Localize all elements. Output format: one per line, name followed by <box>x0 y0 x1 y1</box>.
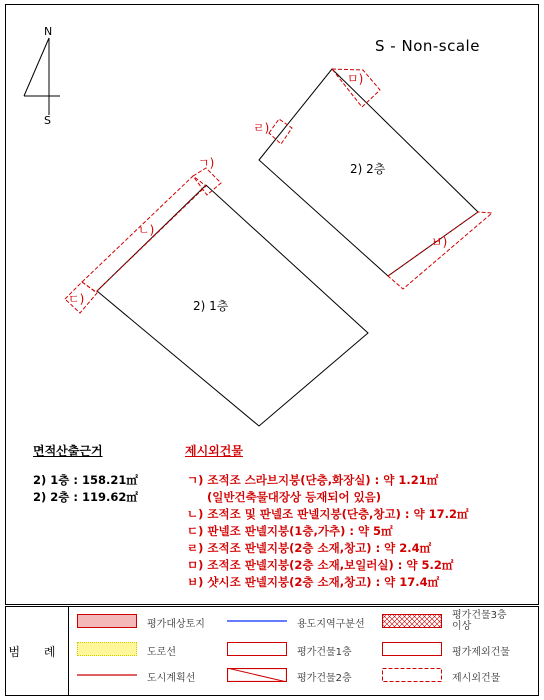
legend-label: 제시외건물 <box>452 673 501 684</box>
marker-m: ㅁ) <box>347 72 364 86</box>
legend-grid <box>68 607 539 695</box>
building-floor2-label: 2) 2층 <box>350 162 386 176</box>
marker-g: ㄱ) <box>198 156 215 170</box>
road-swatch-icon <box>77 642 137 656</box>
legend-label: 평가건물2층 <box>297 673 352 684</box>
scale-note: S - Non-scale <box>375 37 480 55</box>
marker-r: ㄹ) <box>253 121 270 135</box>
compass-north-label: N <box>44 25 53 38</box>
exclusion-note: (일반건축물대장상 등재되어 있음) <box>207 490 382 504</box>
compass-south-label: S <box>44 114 51 127</box>
legend-label: 평가제외건물 <box>452 647 510 658</box>
exclusion-item: ㅂ) 샷시조 판넬지붕(2층 소재,창고) : 약 17.4㎡ <box>187 575 440 589</box>
unlisted-building-swatch-icon <box>382 668 442 682</box>
north-arrow-icon <box>24 38 60 115</box>
floor1-swatch-icon <box>227 642 287 656</box>
area-basis-title: 면적산출근거 <box>33 444 103 458</box>
exclusion-item: ㄴ) 조적조 및 판넬조 판넬지붕(단층,창고) : 약 17.2㎡ <box>187 507 469 521</box>
legend-label: 도로선 <box>147 647 176 658</box>
excluded-building-swatch-icon <box>382 642 442 656</box>
legend-label: 평가건물3층이상 <box>452 610 507 632</box>
area-basis-item: 2) 2층 : 119.62㎡ <box>33 490 138 504</box>
annex-g-outline <box>193 168 221 195</box>
legend-title: 범 례 <box>8 644 66 659</box>
floor2-swatch-icon <box>227 668 287 682</box>
exclusion-item: ㅁ) 조적조 판넬지붕(2층 소재,보일러실) : 약 5.2㎡ <box>187 558 454 572</box>
marker-d: ㄷ) <box>68 292 85 306</box>
legend-label: 평가대상토지 <box>147 619 205 630</box>
marker-n: ㄴ) <box>138 223 155 237</box>
area-basis-item: 2) 1층 : 158.21㎡ <box>33 473 138 487</box>
legend-label: 도시계획선 <box>147 673 196 684</box>
annex-b-outline <box>388 212 492 289</box>
legend-label: 용도지역구분선 <box>297 619 365 630</box>
marker-b: ㅂ) <box>431 235 448 249</box>
exclusion-item: ㄹ) 조적조 판넬지붕(2층 소재,창고) : 약 2.4㎡ <box>187 541 432 555</box>
building-floor1-label: 2) 1층 <box>193 299 229 313</box>
exclusions-title: 제시외건물 <box>185 444 243 458</box>
exclusion-item: ㄱ) 조적조 스라브지붕(단층,화장실) : 약 1.21㎡ <box>187 473 439 487</box>
zoning-line-swatch-icon <box>227 614 287 628</box>
legend <box>5 606 539 696</box>
floor3-swatch-icon <box>382 614 442 628</box>
city-plan-line-swatch-icon <box>77 668 137 682</box>
target-land-swatch-icon <box>77 614 137 628</box>
exclusion-item: ㄷ) 판넬조 판넬지붕(1층,가추) : 약 5㎡ <box>187 524 393 538</box>
legend-label: 평가건물1층 <box>297 647 352 658</box>
